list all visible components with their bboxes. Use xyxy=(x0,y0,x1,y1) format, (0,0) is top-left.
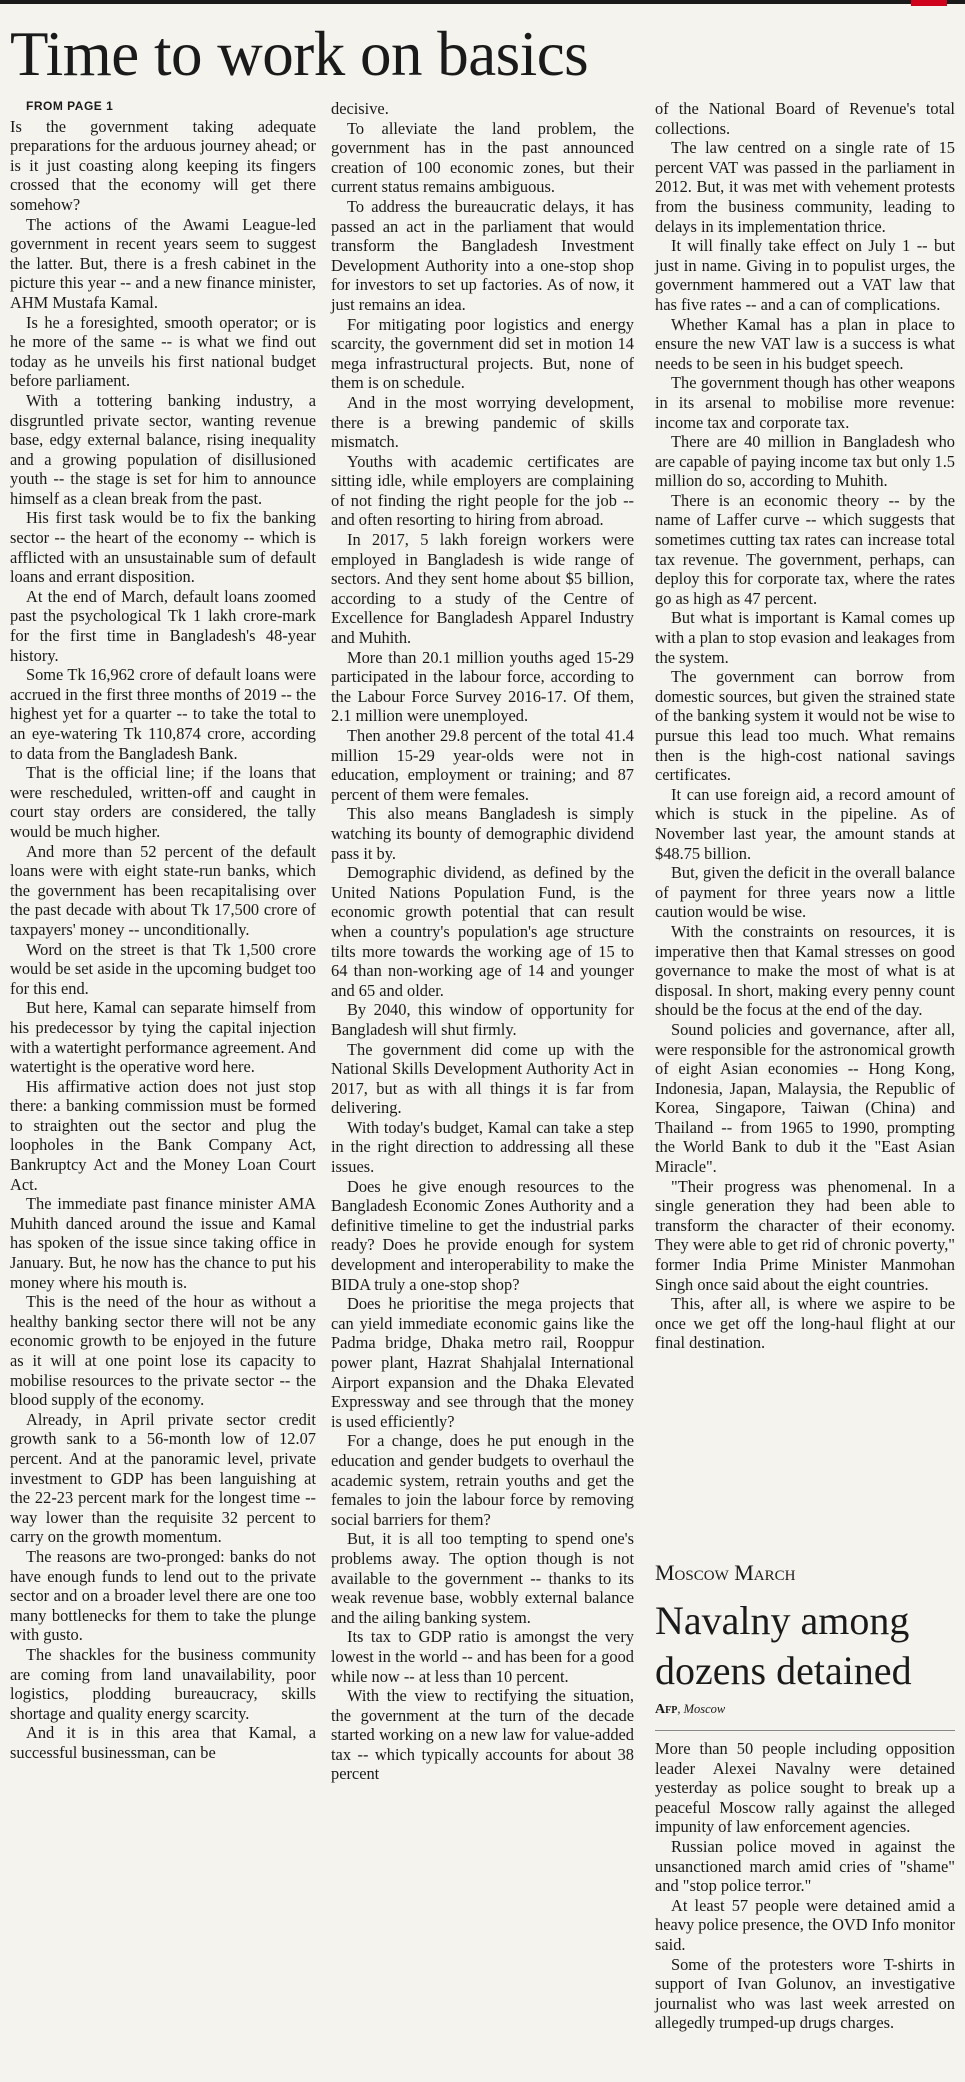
article-paragraph: To address the bureaucratic delays, it has passed an act in the parliament that would transform the Bangladesh Investment Development Authority into a one-stop shop for investors to set up factories. As of now, it just remains an idea. xyxy=(331,196,634,314)
article-paragraph: For a change, does he put enough in the education and gender budgets to overhaul the academic system, retrain youths and get the females to join the labour force by removing social barriers for them? xyxy=(331,1431,634,1529)
article-paragraph: With the constraints on resources, it is imperative then that Kamal stresses on good governance to make the most of what is at disposal. In short, making every penny count should be the focus at the end of the day. xyxy=(655,921,955,1020)
article-column-3 xyxy=(655,99,955,1353)
article-paragraph: And in the most worrying development, there is a brewing pandemic of skills mismatch. xyxy=(331,392,634,452)
article-paragraph: Whether Kamal has a plan in place to ensure the new VAT law is a success is what needs to be seen in his budget speech. xyxy=(655,314,955,373)
article-paragraph: By 2040, this window of opportunity for Bangladesh will shut firmly. xyxy=(331,1000,634,1039)
article-paragraph: Its tax to GDP ratio is amongst the very lowest in the world -- and has been for a good while now -- at less than 10 percent. xyxy=(331,1627,634,1686)
accent-mark xyxy=(911,0,947,6)
article-paragraph: There is an economic theory -- by the name of Laffer curve -- which suggests that sometimes cutting tax rates can increase total tax revenue. The government, perhaps, can deploy this for corporate tax, where the rates go as high as 47 percent. xyxy=(655,490,955,608)
article-paragraph: The government did come up with the National Skills Development Authority Act in 2017, but as with all things it is far from delivering. xyxy=(331,1039,634,1118)
article-paragraph: More than 20.1 million youths aged 15-29 participated in the labour force, according to the Labour Force Survey 2016-17. Of them, 2.1 million were unemployed. xyxy=(331,647,634,726)
article-column-1 xyxy=(10,97,316,1762)
article-paragraph: At the end of March, default loans zoomed past the psychological Tk 1 lakh crore-mark for the first time in Bangladesh's 48-year history. xyxy=(10,586,316,665)
article-paragraph: The shackles for the business community are coming from land unavailability, poor logistics, plodding bureaucracy, skills shortage and quality energy scarcity. xyxy=(10,1644,316,1723)
page-headline: Time to work on basics xyxy=(10,19,589,89)
article-paragraph: There are 40 million in Bangladesh who are capable of paying income tax but only 1.5 million do so, according to Muhith. xyxy=(655,432,955,491)
article-paragraph: Demographic dividend, as defined by the United Nations Population Fund, is the economic growth potential that can result when a country's population's age structure tilts more towards the working age of 15 to 64 than non-working age of 14 and younger and 65 and older. xyxy=(331,863,634,1000)
byline-place: , Moscow xyxy=(677,1702,726,1716)
article-paragraph: Already, in April private sector credit growth sank to a 56-month low of 12.07 percent. And at the panoramic level, private investment to GDP has been languishing at the 22-23 percent mark for the longest time -- way lower than the requisite 32 percent to carry on the growth momentum. xyxy=(10,1409,316,1547)
article-paragraph: This also means Bangladesh is simply watching its bounty of demographic dividend pass it by. xyxy=(331,804,634,863)
sub-story-headline: Navalny among dozens detained xyxy=(655,1598,912,1693)
article-paragraph: The law centred on a single rate of 15 percent VAT was passed in the parliament in 2012. But, it was met with vehement protests from the business community, leading to delays in its implementation thrice. xyxy=(655,138,955,236)
sub-story-paragraph: At least 57 people were detained amid a heavy police presence, the OVD Info monitor said. xyxy=(655,1895,955,1954)
article-paragraph: And more than 52 percent of the default loans were with eight state-run banks, which the government has been recapitalising over the past decade with about Tk 17,500 crore of taxpayers' money -- unconditionally. xyxy=(10,841,316,939)
article-paragraph: Does he prioritise the mega projects that can yield immediate economic gains like the Padma bridge, Dhaka metro rail, Rooppur power plant, Hazrat Shahjalal International Airport expansion and the Dhaka Elevated Expressway and see through that the money is used efficiently? xyxy=(331,1294,634,1431)
article-paragraph: Sound policies and governance, after all, were responsible for the astronomical growth of eight Asian economies -- Hong Kong, Indonesia, Japan, Malaysia, the Republic of Korea, Singapore, Taiwan (China) and Thailand -- from 1965 to 1990, prompting the World Bank to dub it the "East Asian Miracle". xyxy=(655,1019,955,1177)
article-paragraph: Some Tk 16,962 crore of default loans were accrued in the first three months of 2019 -- the highest yet for a quarter -- to take the total to an eye-watering Tk 110,874 crore, according to data from the Bangladesh Bank. xyxy=(10,665,316,763)
article-paragraph: With today's budget, Kamal can take a step in the right direction to addressing all these issues. xyxy=(331,1117,634,1177)
article-paragraph: Is the government taking adequate preparations for the arduous journey ahead; or is it just coasting along keeping its fingers crossed that the economy will get there somehow? xyxy=(10,116,316,214)
sub-story-kicker: Moscow March xyxy=(655,1560,796,1585)
sub-story-paragraph: More than 50 people including opposition leader Alexei Navalny were detained yesterday as police sought to break up a peaceful Moscow rally against the alleged impunity of law enforcement agencies. xyxy=(655,1739,955,1837)
article-paragraph: That is the official line; if the loans that were rescheduled, written-off and caught in court stay orders are considered, the tally would be much higher. xyxy=(10,763,316,841)
article-paragraph: decisive. xyxy=(331,99,389,118)
article-paragraph: In 2017, 5 lakh foreign workers were employed in Bangladesh is wide range of sectors. And they sent home about $5 billion, according to a study of the Centre of Excellence for Bangladesh Apparel Industry and Muhith. xyxy=(331,530,634,648)
byline xyxy=(655,1702,955,1718)
article-paragraph: The government can borrow from domestic sources, but given the strained state of the banking system it would not be wise to pursue this lead too much. What remains then is the high-cost national savings certificates. xyxy=(655,667,955,785)
article-paragraph: Does he give enough resources to the Bangladesh Economic Zones Authority and a definitive timeline to get the industrial parks ready? Does he provide enough for system development and interoperability to make the BIDA truly a one-stop shop? xyxy=(331,1176,634,1294)
article-paragraph: "Their progress was phenomenal. In a single generation they had been able to transform the character of their economy. They were able to get rid of chronic poverty," former India Prime Minister Manmohan Singh once said about the eight countries. xyxy=(655,1176,955,1294)
article-paragraph: of the National Board of Revenue's total collections. xyxy=(655,99,955,138)
byline-agency: Afp xyxy=(655,1702,678,1717)
sub-story-body xyxy=(655,1739,955,2033)
article-paragraph: But here, Kamal can separate himself from his predecessor by tying the capital injection with a watertight performance agreement. And watertight is the operative word here. xyxy=(10,998,316,1077)
from-page-kicker: FROM PAGE 1 xyxy=(26,99,114,113)
article-paragraph: But, given the deficit in the overall balance of payment for three years now a little caution would be wise. xyxy=(655,863,955,922)
article-paragraph: His affirmative action does not just stop there: a banking commission must be formed to straighten out the sector and plug the loopholes in the Bank Company Act, Bankruptcy Act and the Money Loan Court Act. xyxy=(10,1076,316,1194)
article-paragraph: And it is in this area that Kamal, a successful businessman, can be xyxy=(10,1723,316,1762)
article-paragraph: Then another 29.8 percent of the total 41.4 million 15-29 year-olds were not in education, employment or training; and 87 percent of them were females. xyxy=(331,726,634,804)
article-paragraph: For mitigating poor logistics and energy scarcity, the government did set in motion 14 mega infrastructural projects. But, none of them is on schedule. xyxy=(331,314,634,393)
article-paragraph: To alleviate the land problem, the government has in the past announced creation of 100 economic zones, but their current status remains ambiguous. xyxy=(331,118,634,197)
sub-story-paragraph: Russian police moved in against the unsanctioned march amid cries of "shame" and "stop police terror." xyxy=(655,1836,955,1896)
article-paragraph: The actions of the Awami League-led government in recent years seem to suggest the latter. But, there is a fresh cabinet in the picture this year -- and a new finance minister, AHM Mustafa Kamal. xyxy=(10,214,316,312)
article-paragraph: Word on the street is that Tk 1,500 crore would be set aside in the upcoming budget too for this end. xyxy=(10,939,316,998)
article-paragraph: The immediate past finance minister AMA Muhith danced around the issue and Kamal has spoken of the issue since taking office in January. But, he now has the chance to put his money where his mouth is. xyxy=(10,1194,316,1292)
article-paragraph: With the view to rectifying the situation, the government at the turn of the decade started working on a new law for value-added tax -- which typically accounts for about 38 percent xyxy=(331,1686,634,1784)
byline-rule xyxy=(655,1730,955,1731)
sub-story-paragraph: Some of the protesters wore T-shirts in support of Ivan Golunov, an investigative journalist who was last week arrested on allegedly trumped-up drugs charges. xyxy=(655,1954,955,2033)
article-paragraph: His first task would be to fix the banking sector -- the heart of the economy -- which is afflicted with an unsustainable sum of default loans and errant disposition. xyxy=(10,508,316,587)
article-paragraph: Youths with academic certificates are sitting idle, while employers are complaining of not finding the right people for the job -- and often resorting to hiring from abroad. xyxy=(331,451,634,530)
article-paragraph: This is the need of the hour as without a healthy banking sector there will not be any economic growth to be enjoyed in the future as it will at one point lose its capacity to mobilise resources to the private sector -- the blood supply of the economy. xyxy=(10,1292,316,1410)
article-paragraph: This, after all, is where we aspire to be once we get off the long-haul flight at our final destination. xyxy=(655,1294,955,1353)
article-paragraph: It will finally take effect on July 1 -- but just in name. Giving in to populist urges, the government hammered out a VAT law that has five rates -- and a can of complications. xyxy=(655,236,955,314)
sub-story xyxy=(655,1560,955,2033)
article-paragraph: The reasons are two-pronged: banks do not have enough funds to lend out to the private sector and on a broader level there are one too many bottlenecks for them to take the plunge with gusto. xyxy=(10,1546,316,1645)
article-paragraph: Is he a foresighted, smooth operator; or is he more of the same -- is what we find out today as he unveils his first national budget before parliament. xyxy=(10,312,316,391)
top-rule xyxy=(0,0,965,4)
article-paragraph: But what is important is Kamal comes up with a plan to stop evasion and leakages from the system. xyxy=(655,608,955,667)
article-column-2 xyxy=(331,99,634,1784)
article-paragraph: It can use foreign aid, a record amount of which is stuck in the pipeline. As of November last year, the amount stands at $48.75 billion. xyxy=(655,784,955,863)
article-paragraph: The government though has other weapons in its arsenal to mobilise more revenue: income tax and corporate tax. xyxy=(655,373,955,432)
article-paragraph: With a tottering banking industry, a disgruntled private sector, wanting revenue base, edgy external balance, rising inequality and a growing population of disillusioned youth -- the stage is set for him to announce himself as a clean break from the past. xyxy=(10,390,316,508)
article-paragraph: But, it is all too tempting to spend one's problems away. The option though is not available to the government -- thanks to its weak revenue base, wobbly external balance and the ailing banking system. xyxy=(331,1529,634,1627)
